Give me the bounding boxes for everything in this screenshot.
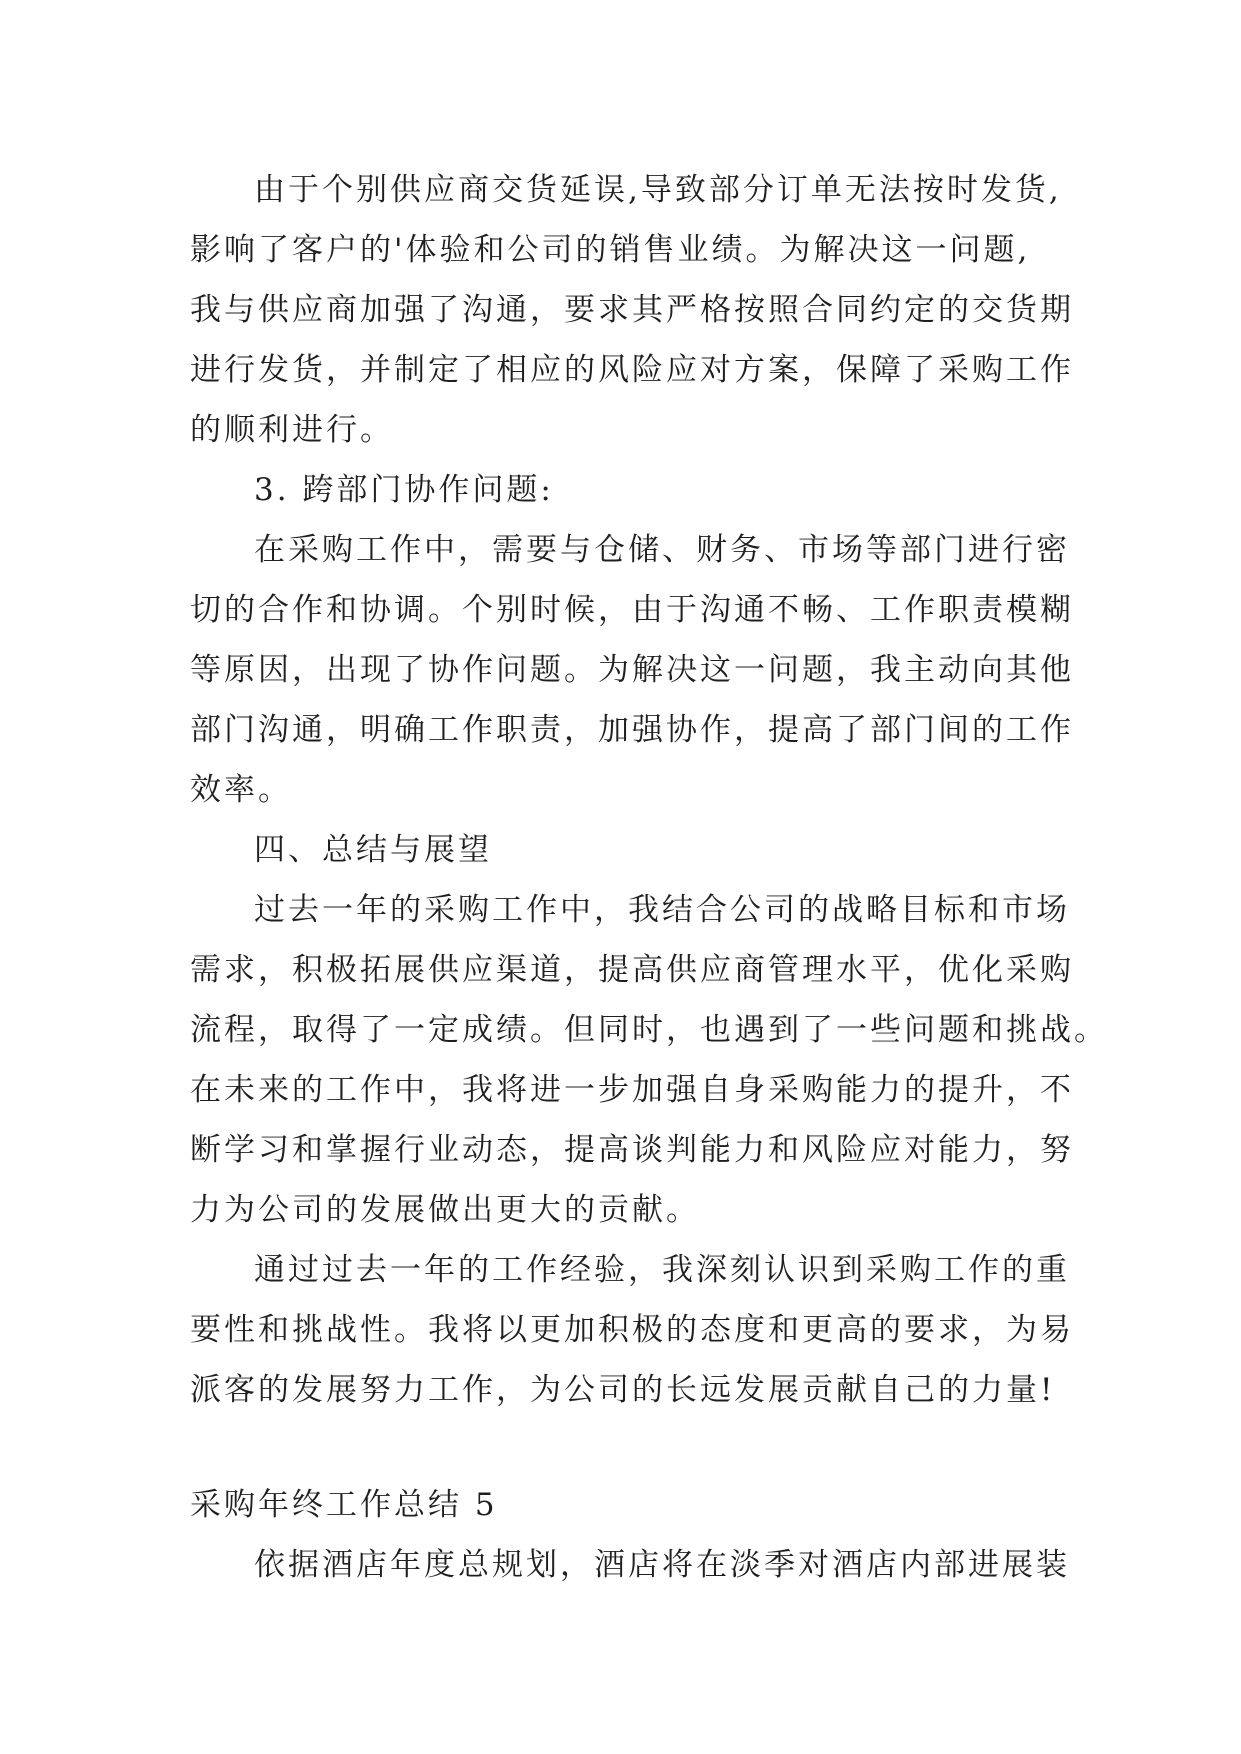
paragraph-line: 等原因，出现了协作问题。为解决这一问题，我主动向其他: [190, 652, 1074, 688]
paragraph-line: 在未来的工作中，我将进一步加强自身采购能力的提升，不: [190, 1072, 1074, 1108]
paragraph-line: 过去一年的采购工作中，我结合公司的战略目标和市场: [254, 892, 1070, 928]
paragraph-line: 通过过去一年的工作经验，我深刻认识到采购工作的重: [254, 1252, 1070, 1288]
paragraph-line: 需求，积极拓展供应渠道，提高供应商管理水平，优化采购: [190, 952, 1074, 988]
paragraph-line: 派客的发展努力工作，为公司的长远发展贡献自己的力量!: [190, 1372, 1056, 1408]
paragraph-line: 在采购工作中，需要与仓储、财务、市场等部门进行密: [254, 532, 1070, 568]
document-body: [190, 160, 1108, 1595]
paragraph-line: 由于个别供应商交货延误,导致部分订单无法按时发货,: [254, 172, 1062, 208]
section-heading: 四、总结与展望: [254, 832, 492, 868]
paragraph-line: 要性和挑战性。我将以更加积极的态度和更高的要求，为易: [190, 1312, 1074, 1348]
paragraph-line: 效率。: [190, 772, 292, 808]
paragraph-line: 断学习和掌握行业动态，提高谈判能力和风险应对能力，努: [190, 1132, 1074, 1168]
paragraph-line: 我与供应商加强了沟通，要求其严格按照合同约定的交货期: [190, 292, 1074, 328]
paragraph-line: 切的合作和协调。个别时候，由于沟通不畅、工作职责模糊: [190, 592, 1074, 628]
article-title: 采购年终工作总结 5: [190, 1487, 498, 1523]
paragraph-line: 的顺利进行。: [190, 412, 394, 448]
paragraph-line: 进行发货，并制定了相应的风险应对方案，保障了采购工作: [190, 352, 1074, 388]
paragraph-line: 依据酒店年度总规划，酒店将在淡季对酒店内部进展装: [254, 1547, 1070, 1583]
paragraph-line: 力为公司的发展做出更大的贡献。: [190, 1192, 700, 1228]
paragraph-line: 部门沟通，明确工作职责，加强协作，提高了部门间的工作: [190, 712, 1074, 748]
subheading: 3. 跨部门协作问题:: [254, 472, 554, 508]
paragraph-line: 流程，取得了一定成绩。但同时，也遇到了一些问题和挑战。: [190, 1012, 1108, 1048]
paragraph-line: 影响了客户的'体验和公司的销售业绩。为解决这一问题,: [190, 232, 1031, 268]
